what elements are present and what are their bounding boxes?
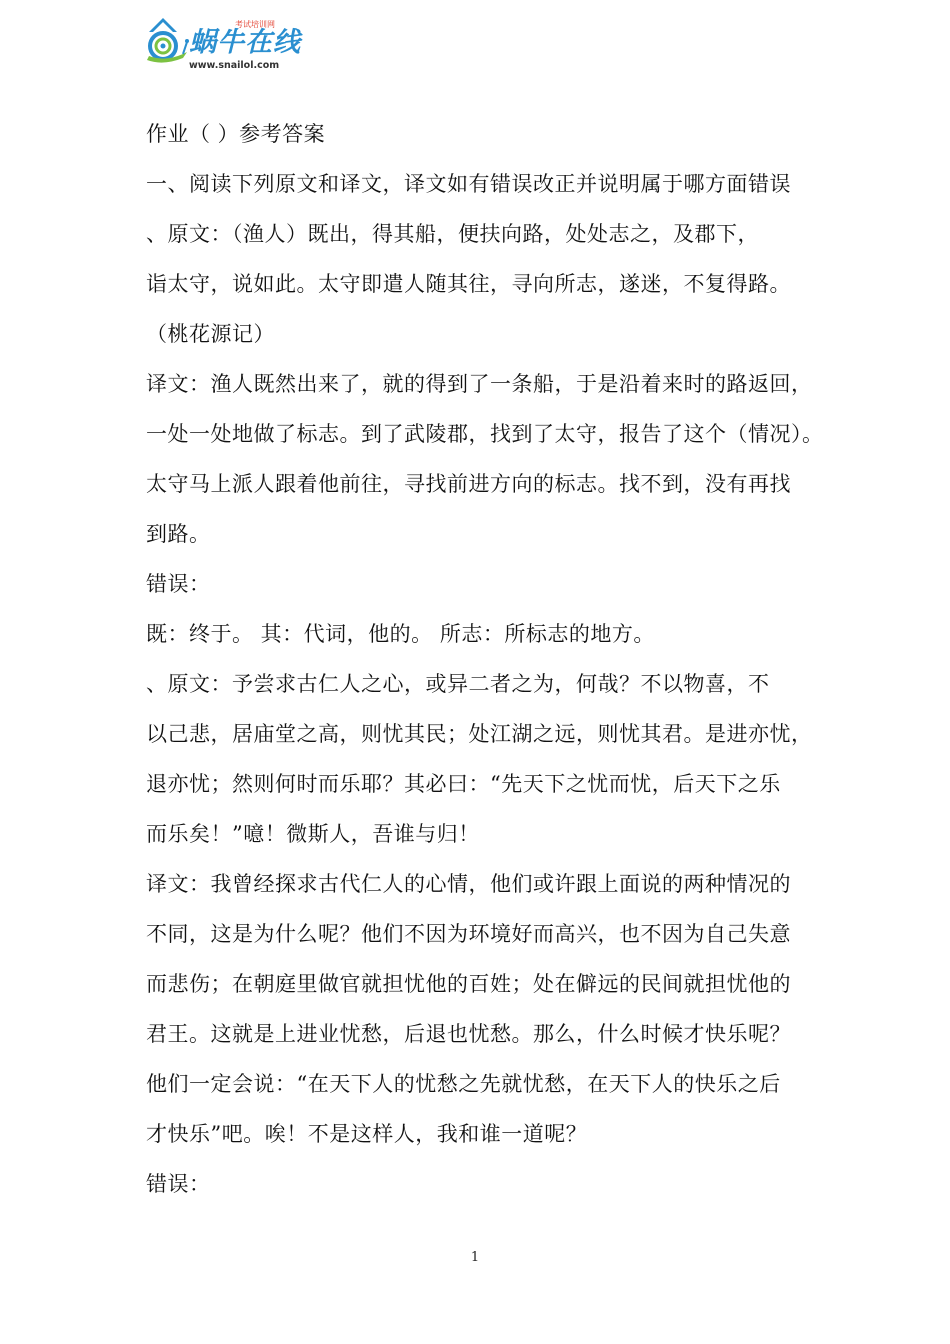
text-line: 不同，这是为什么呢？他们不因为环境好而高兴，也不因为自己失意 [146, 922, 791, 946]
text-line: 君王。这就是上进业忧愁，后退也忧愁。那么，什么时候才快乐呢？ [146, 1022, 791, 1046]
logo-name: 蜗牛在线 [189, 27, 301, 58]
text-line: 、原文：（渔人）既出，得其船，便扶向路，处处志之，及郡下， [146, 222, 759, 246]
text-line: 退亦忧；然则何时而乐耶？其必曰：“先天下之忧而忧，后天下之乐 [146, 772, 781, 796]
text-line: 他们一定会说：“在天下人的忧愁之先就忧愁，在天下人的快乐之后 [146, 1072, 781, 1096]
text-line: 到路。 [146, 522, 211, 546]
text-line: 既：终于。 其：代词，他的。 所志：所标志的地方。 [146, 622, 655, 646]
text-line: 以己悲，居庙堂之高，则忧其民；处江湖之远，则忧其君。是进亦忧， [146, 722, 813, 746]
text-line: 而悲伤；在朝庭里做官就担忧他的百姓；处在僻远的民间就担忧他的 [146, 972, 791, 996]
document-title: 作业（ ）参考答案 [146, 122, 326, 146]
text-line: 译文：渔人既然出来了，就的得到了一条船，于是沿着来时的路返回， [146, 372, 813, 396]
text-line: 译文：我曾经探求古代仁人的心情，他们或许跟上面说的两种情况的 [146, 872, 791, 896]
text-line: （桃花源记） [146, 322, 275, 346]
site-logo[interactable] [143, 14, 301, 71]
text-line: 诣太守，说如此。太守即遣人随其往，寻向所志，遂迷，不复得路。 [146, 272, 791, 296]
text-line: 太守马上派人跟着他前往，寻找前进方向的标志。找不到，没有再找 [146, 472, 791, 496]
error-label: 错误： [146, 572, 211, 596]
text-line: 才快乐”吧。唉！不是这样人，我和谁一道呢？ [146, 1122, 588, 1146]
text-line: 一处一处地做了标志。到了武陵郡，找到了太守，报告了这个（情况）。 [146, 422, 824, 446]
logo-tagline: 考试培训网 [235, 20, 275, 29]
question-heading: 一、阅读下列原文和译文，译文如有错误改正并说明属于哪方面错误 [146, 172, 791, 196]
text-line: 而乐矣！”噫！微斯人，吾谁与归！ [146, 822, 480, 846]
page-number: 1 [470, 1250, 480, 1265]
logo-url[interactable]: www.snailol.com [189, 60, 280, 71]
snail-logo-icon [143, 14, 191, 70]
text-line: 、原文：予尝求古仁人之心，或异二者之为，何哉？不以物喜，不 [146, 672, 770, 696]
error-label: 错误： [146, 1172, 211, 1196]
